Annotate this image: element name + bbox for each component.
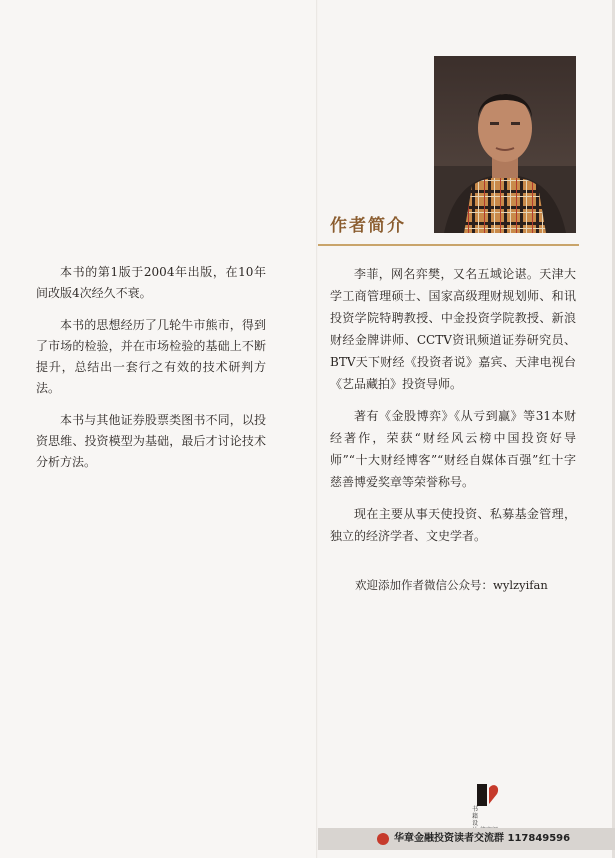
book-description — [36, 262, 266, 484]
description-paragraph: 本书的思想经历了几轮牛市熊市，得到了市场的检验，并在市场检验的基础上不断提升，总结出一套行之有效的技术研判方法。 — [36, 318, 266, 395]
title-divider — [318, 244, 579, 246]
bio-paragraph: 现在主要从事天使投资、私募基金管理，独立的经济学者、文史学者。 — [330, 507, 576, 543]
designer-credit-line: 设 — [472, 820, 479, 827]
author-bio — [330, 263, 576, 557]
designer-credit-line: 籍 — [472, 813, 479, 820]
designer-credit-line: 书 — [472, 806, 479, 813]
description-paragraph: 本书的第1版于2004年出版，在10年间改版4次经久不衰。 — [36, 265, 266, 300]
reader-group-text: 华章金融投资读者交流群 117849596 — [394, 833, 571, 844]
bio-paragraph: 李菲，网名弈樊，又名五域论谌。天津大学工商管理硕士、国家高级理财规划师、和讯投资学院特聘教授、中金投资学院教授、新浪财经金牌讲师、CCTV资讯频道证券研究员、BTV天下财经《投资者说》嘉宾、天津电视台《艺品藏拍》投资导师。 — [330, 267, 576, 391]
section-title: 作者简介 — [330, 216, 406, 236]
description-paragraph: 本书与其他证券股票类图书不同，以投资思维、投资模型为基础，最后才讨论技术分析方法。 — [36, 413, 266, 469]
bio-paragraph: 著有《金股博弈》《从亏到赢》等31本财经著作，荣获“财经风云榜中国投资好导师”“十大财经博客”“财经自媒体百强”红十字慈善博爱奖章等荣誉称号。 — [330, 409, 576, 489]
group-icon — [377, 833, 389, 845]
wechat-account-line: 欢迎添加作者微信公众号：wylzyifan — [355, 578, 548, 592]
author-photo — [434, 56, 576, 233]
